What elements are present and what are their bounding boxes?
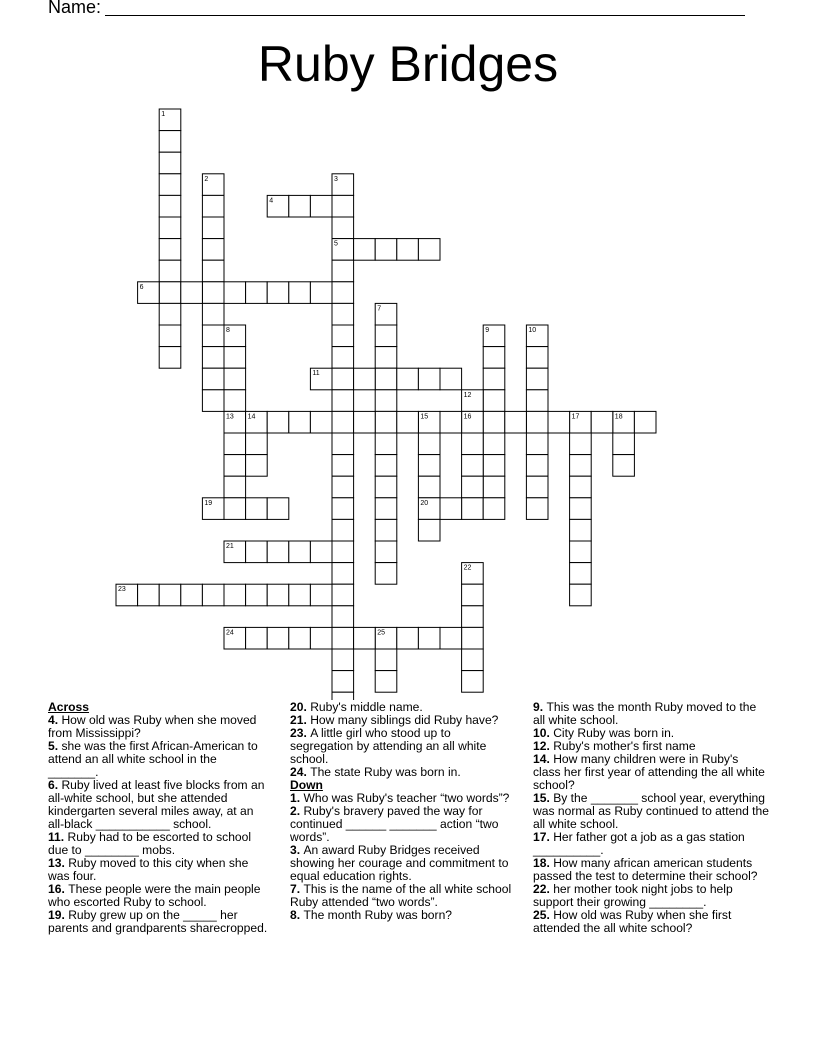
grid-cell[interactable]	[181, 282, 203, 304]
clue-number: 24.	[290, 765, 311, 779]
grid-cell[interactable]	[418, 239, 440, 261]
clue-number: 20.	[290, 700, 311, 714]
grid-cell[interactable]	[526, 411, 548, 433]
clue-item	[290, 844, 515, 883]
clues-column-2	[290, 701, 515, 922]
grid-cell[interactable]	[332, 563, 354, 585]
grid-cell[interactable]	[440, 627, 462, 649]
grid-cell[interactable]	[570, 455, 592, 477]
clue-text: The state Ruby was born in.	[310, 765, 461, 779]
grid-cell[interactable]	[570, 519, 592, 541]
clue-item	[48, 883, 270, 909]
grid-cell[interactable]	[267, 541, 289, 563]
clue-text: she was the first African-American to attend an all white school in the _______.	[48, 739, 258, 779]
clue-number: 4.	[48, 713, 62, 727]
grid-cell[interactable]	[332, 519, 354, 541]
grid-cell[interactable]	[332, 217, 354, 239]
grid-cell[interactable]	[202, 325, 224, 347]
grid-cell[interactable]	[159, 584, 181, 606]
clue-number: 7.	[290, 882, 304, 896]
grid-cell[interactable]	[310, 195, 332, 217]
name-label: Name:	[48, 0, 102, 17]
clue-text: This was the month Ruby moved to the all white school.	[533, 700, 757, 727]
grid-cell[interactable]	[332, 455, 354, 477]
grid-cell[interactable]	[483, 498, 505, 520]
grid-cell[interactable]	[332, 347, 354, 369]
grid-cell[interactable]	[570, 498, 592, 520]
grid-cell[interactable]	[462, 671, 484, 693]
clue-text: How old was Ruby when she first attended the all white school?	[533, 908, 732, 935]
clue-text: How many siblings did Ruby have?	[310, 713, 499, 727]
grid-cell[interactable]	[613, 433, 635, 455]
clue-number: 3.	[290, 843, 304, 857]
cell-number: 10	[528, 327, 537, 334]
clue-item	[48, 714, 270, 740]
grid-cell[interactable]	[202, 195, 224, 217]
grid-cell[interactable]	[138, 584, 160, 606]
clue-item	[533, 792, 769, 831]
grid-cell[interactable]	[202, 239, 224, 261]
cell-number: 25	[377, 629, 385, 637]
grid-cell[interactable]	[375, 390, 397, 412]
grid-cell[interactable]	[375, 476, 397, 498]
clue-number: 8.	[290, 908, 304, 922]
grid-cell[interactable]	[634, 411, 656, 433]
clue-item	[533, 883, 769, 909]
grid-cell[interactable]	[526, 476, 548, 498]
clue-number: 10.	[533, 726, 554, 740]
clue-item	[48, 909, 270, 935]
grid-cell[interactable]	[224, 347, 246, 369]
grid-cell[interactable]	[267, 282, 289, 304]
cell-number: 24	[226, 629, 234, 637]
grid-cell[interactable]	[202, 347, 224, 369]
grid-cell[interactable]	[267, 627, 289, 649]
grid-cell[interactable]	[332, 584, 354, 606]
clue-number: 5.	[48, 739, 62, 753]
grid-cell[interactable]	[483, 347, 505, 369]
grid-cell[interactable]	[418, 455, 440, 477]
across-heading: Across	[48, 700, 90, 714]
grid-cell[interactable]	[159, 325, 181, 347]
grid-cell[interactable]	[224, 455, 246, 477]
cell-number: 11	[312, 370, 320, 378]
grid-cell[interactable]	[462, 433, 484, 455]
clue-item	[290, 727, 515, 766]
grid-cell[interactable]	[462, 476, 484, 498]
clue-number: 11.	[48, 830, 68, 844]
grid-cell[interactable]	[267, 498, 289, 520]
clue-text: Her father got a job as a gas station __________.	[533, 830, 745, 857]
grid-cell[interactable]	[224, 368, 246, 390]
grid-cell[interactable]	[159, 152, 181, 174]
grid-cell[interactable]	[397, 239, 419, 261]
grid-cell[interactable]	[159, 195, 181, 217]
cell-number: 14	[247, 413, 256, 421]
cell-number: 3	[334, 175, 338, 183]
grid-cell[interactable]	[159, 217, 181, 239]
grid-cell[interactable]	[159, 260, 181, 282]
cell-number: 13	[226, 413, 234, 421]
grid-cell[interactable]	[505, 411, 527, 433]
grid-cell[interactable]	[289, 195, 311, 217]
grid-cell[interactable]	[332, 303, 354, 325]
grid-cell[interactable]	[375, 433, 397, 455]
cell-number: 5	[334, 240, 338, 248]
grid-cell[interactable]	[483, 411, 505, 433]
grid-cell[interactable]	[224, 282, 246, 304]
grid-cell[interactable]	[246, 627, 268, 649]
grid-cell[interactable]	[224, 498, 246, 520]
grid-cell[interactable]	[332, 325, 354, 347]
grid-cell[interactable]	[418, 476, 440, 498]
grid-cell[interactable]	[375, 498, 397, 520]
grid-cell[interactable]	[332, 692, 354, 700]
grid-cell[interactable]	[375, 649, 397, 671]
grid-cell[interactable]	[375, 541, 397, 563]
grid-cell[interactable]	[310, 627, 332, 649]
grid-cell[interactable]	[332, 390, 354, 412]
clue-text: Who was Ruby's teacher “two words”?	[303, 791, 510, 805]
clue-text: Ruby grew up on the _____ her parents and grandparents sharecropped.	[48, 908, 268, 935]
clue-item	[48, 779, 270, 831]
clue-text: An award Ruby Bridges received showing her courage and commitment to equal education rights.	[290, 843, 509, 883]
clue-item	[290, 909, 515, 922]
clue-number: 22.	[533, 882, 554, 896]
grid-cell[interactable]	[375, 239, 397, 261]
clue-number: 18.	[533, 856, 554, 870]
grid-cell[interactable]	[246, 455, 268, 477]
clue-item	[533, 857, 769, 883]
grid-cell[interactable]	[310, 411, 332, 433]
grid-cell[interactable]	[202, 217, 224, 239]
grid-cell[interactable]	[397, 627, 419, 649]
clue-number: 23.	[290, 726, 311, 740]
grid-cell[interactable]	[440, 368, 462, 390]
clues-column-1	[48, 701, 270, 935]
clue-number: 14.	[533, 752, 554, 766]
grid-cell[interactable]	[332, 282, 354, 304]
grid-cell[interactable]	[462, 455, 484, 477]
cell-number: 20	[420, 499, 429, 507]
clue-item	[290, 883, 515, 909]
cell-number: 7	[377, 305, 382, 313]
grid-cell[interactable]	[202, 260, 224, 282]
clue-text: A little girl who stood up to segregation by attending an all white school.	[290, 726, 487, 766]
grid-cell[interactable]	[332, 195, 354, 217]
grid-cell[interactable]	[159, 239, 181, 261]
clue-text: These people were the main people who escorted Ruby to school.	[48, 882, 261, 909]
clue-number: 17.	[533, 830, 554, 844]
grid-cell[interactable]	[526, 455, 548, 477]
clue-item	[48, 740, 270, 779]
grid-cell[interactable]	[289, 584, 311, 606]
grid-cell[interactable]	[202, 303, 224, 325]
grid-cell[interactable]	[418, 368, 440, 390]
grid-cell[interactable]	[570, 541, 592, 563]
grid-cell[interactable]	[548, 411, 570, 433]
grid-cell[interactable]	[159, 282, 181, 304]
grid-cell[interactable]	[526, 368, 548, 390]
grid-cell[interactable]	[375, 671, 397, 693]
cell-number: 17	[571, 413, 580, 421]
grid-cell[interactable]	[418, 519, 440, 541]
grid-cell[interactable]	[159, 303, 181, 325]
grid-cell[interactable]	[570, 433, 592, 455]
clue-item	[48, 857, 270, 883]
grid-cell[interactable]	[440, 411, 462, 433]
grid-cell[interactable]	[332, 606, 354, 628]
grid-cell[interactable]	[289, 411, 311, 433]
clue-item	[533, 831, 769, 857]
grid-cell[interactable]	[570, 476, 592, 498]
grid-cell[interactable]	[526, 390, 548, 412]
cell-number: 22	[463, 564, 472, 572]
grid-cell[interactable]	[375, 563, 397, 585]
clue-item	[533, 753, 769, 792]
cell-number: 21	[226, 543, 234, 550]
grid-cell[interactable]	[332, 649, 354, 671]
grid-cell[interactable]	[246, 584, 268, 606]
clue-number: 25.	[533, 908, 554, 922]
clue-text: The month Ruby was born?	[303, 908, 453, 922]
clue-item	[533, 701, 769, 727]
grid-cell[interactable]	[354, 411, 376, 433]
clue-item	[290, 766, 515, 779]
cell-number: 19	[204, 499, 213, 507]
grid-cell[interactable]	[375, 368, 397, 390]
grid-cell[interactable]	[397, 411, 419, 433]
grid-cell[interactable]	[181, 584, 203, 606]
grid-cell[interactable]	[224, 476, 246, 498]
cell-number: 23	[118, 586, 126, 594]
grid-cell[interactable]	[483, 390, 505, 412]
grid-cell[interactable]	[332, 498, 354, 520]
grid-cell[interactable]	[332, 627, 354, 649]
grid-cell[interactable]	[332, 433, 354, 455]
clue-text: City Ruby was born in.	[553, 726, 675, 740]
clue-number: 21.	[290, 713, 311, 727]
clue-text: How old was Ruby when she moved from Mississippi?	[48, 713, 257, 740]
clue-text: How many african american students passed the test to determine their school?	[533, 856, 758, 883]
grid-cell[interactable]	[310, 541, 332, 563]
clue-item	[533, 909, 769, 935]
grid-cell[interactable]	[483, 368, 505, 390]
grid-cell[interactable]	[159, 131, 181, 153]
down-heading: Down	[290, 778, 323, 792]
grid-cell[interactable]	[246, 282, 268, 304]
grid-cell[interactable]	[354, 239, 376, 261]
clues-column-3	[533, 701, 769, 935]
grid-cell[interactable]	[289, 627, 311, 649]
grid-cell[interactable]	[375, 325, 397, 347]
grid-cell[interactable]	[418, 433, 440, 455]
clue-number: 2.	[290, 804, 304, 818]
grid-cell[interactable]	[375, 519, 397, 541]
clue-number: 12.	[533, 739, 554, 753]
grid-cell[interactable]	[310, 282, 332, 304]
grid-cell[interactable]	[202, 282, 224, 304]
clue-text: How many children were in Ruby's class her first year of attending the all white school?	[533, 752, 765, 792]
grid-cell[interactable]	[332, 541, 354, 563]
grid-cell[interactable]	[224, 584, 246, 606]
grid-cell[interactable]	[332, 368, 354, 390]
grid-cell[interactable]	[159, 174, 181, 196]
grid-cell[interactable]	[246, 498, 268, 520]
grid-cell[interactable]	[202, 368, 224, 390]
clue-item	[48, 831, 270, 857]
clue-number: 1.	[290, 791, 304, 805]
grid-cell[interactable]	[462, 498, 484, 520]
grid-cell[interactable]	[246, 433, 268, 455]
grid-cell[interactable]	[202, 584, 224, 606]
grid-cell[interactable]	[462, 606, 484, 628]
clue-text: This is the name of the all white school Ruby attended “two words”.	[290, 882, 512, 909]
grid-cell[interactable]	[591, 411, 613, 433]
clue-text: Ruby had to be escorted to school due to ________ mobs.	[48, 830, 252, 857]
grid-cell[interactable]	[310, 584, 332, 606]
cell-number: 15	[420, 413, 429, 421]
grid-cell[interactable]	[289, 541, 311, 563]
cell-number: 4	[269, 197, 274, 205]
cell-number: 12	[463, 391, 472, 399]
clue-text: Ruby's middle name.	[310, 700, 423, 714]
grid-cell[interactable]	[375, 455, 397, 477]
grid-cell[interactable]	[375, 411, 397, 433]
cell-number: 9	[485, 327, 490, 334]
clue-text: By the _______ school year, everything was normal as Ruby continued to attend the all white school.	[533, 791, 769, 831]
grid-cell[interactable]	[526, 433, 548, 455]
cell-number: 1	[161, 111, 166, 118]
grid-cell[interactable]	[613, 455, 635, 477]
page-title: Ruby Bridges	[257, 36, 559, 92]
grid-cell[interactable]	[418, 627, 440, 649]
grid-cell[interactable]	[224, 433, 246, 455]
clue-item	[290, 805, 515, 844]
clue-text: Ruby lived at least five blocks from an all-white school, but she attended kindergarten several miles away, at an all-black ___________ school.	[48, 778, 265, 831]
cell-number: 2	[204, 175, 209, 183]
clue-text: her mother took night jobs to help support their growing ________.	[533, 882, 733, 909]
grid-cell[interactable]	[526, 498, 548, 520]
grid-cell[interactable]	[375, 347, 397, 369]
grid-cell[interactable]	[462, 627, 484, 649]
cell-number: 6	[139, 283, 144, 291]
grid-cell[interactable]	[354, 627, 376, 649]
grid-cell[interactable]	[570, 584, 592, 606]
grid-cell[interactable]	[397, 368, 419, 390]
grid-cell[interactable]	[289, 282, 311, 304]
clue-text: Ruby moved to this city when she was four.	[48, 856, 249, 883]
clue-number: 19.	[48, 908, 69, 922]
cell-number: 16	[463, 413, 472, 421]
clue-number: 15.	[533, 791, 554, 805]
grid-cell[interactable]	[332, 411, 354, 433]
grid-cell[interactable]	[224, 390, 246, 412]
grid-cell[interactable]	[332, 260, 354, 282]
clue-text: Ruby's mother's first name	[553, 739, 696, 753]
clue-number: 16.	[48, 882, 69, 896]
cell-number: 8	[226, 327, 230, 334]
grid-cell[interactable]	[483, 455, 505, 477]
grid-cell[interactable]	[202, 390, 224, 412]
grid-cell[interactable]	[267, 584, 289, 606]
clue-text: Ruby's bravery paved the way for continued ______ _______ action “two words”.	[290, 804, 499, 844]
grid-cell[interactable]	[159, 347, 181, 369]
grid-cell[interactable]	[462, 584, 484, 606]
grid-cell[interactable]	[354, 368, 376, 390]
clue-number: 6.	[48, 778, 62, 792]
grid-cell[interactable]	[332, 671, 354, 693]
clue-number: 13.	[48, 856, 69, 870]
clue-number: 9.	[533, 700, 547, 714]
grid-cell[interactable]	[483, 433, 505, 455]
grid-cell[interactable]	[570, 563, 592, 585]
grid-cell[interactable]	[246, 541, 268, 563]
grid-cell[interactable]	[267, 411, 289, 433]
grid-cell[interactable]	[440, 498, 462, 520]
grid-cell[interactable]	[526, 347, 548, 369]
grid-cell[interactable]	[462, 649, 484, 671]
grid-cell[interactable]	[483, 476, 505, 498]
grid-cell[interactable]	[332, 476, 354, 498]
cell-number: 18	[614, 413, 623, 421]
